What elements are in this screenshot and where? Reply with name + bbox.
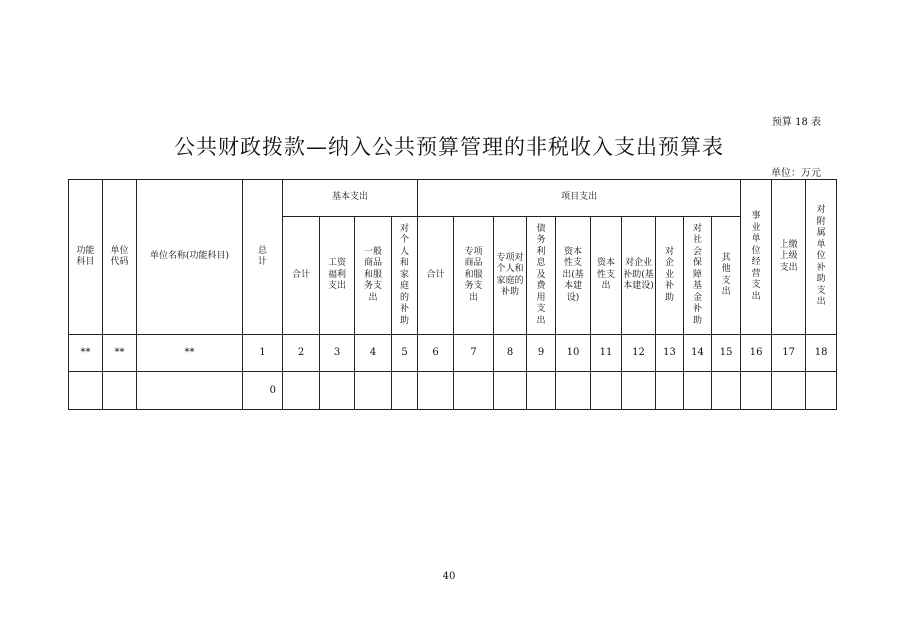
header-remit-upper: 上缴上级支出 — [772, 180, 806, 335]
index-cell: ** — [103, 335, 137, 372]
index-cell: 3 — [320, 335, 355, 372]
header-unit-name: 单位名称(功能科目) — [137, 180, 243, 335]
header-project-total: 合计 — [418, 217, 454, 335]
unit-label: 单位：万元 — [771, 168, 821, 179]
header-basic-expenditure: 基本支出 — [283, 180, 418, 217]
data-cell — [355, 372, 392, 410]
header-social-security: 对社会保障基金补助 — [684, 217, 712, 335]
data-cell — [69, 372, 103, 410]
index-cell: ** — [69, 335, 103, 372]
page-number: 40 — [442, 571, 456, 582]
index-cell: 16 — [741, 335, 772, 372]
header-capital-construction: 资本性支出(基本建设) — [556, 217, 591, 335]
header-special-goods: 专项商品和服务支出 — [454, 217, 494, 335]
header-persons-subsidy: 对个人和家庭的补助 — [392, 217, 418, 335]
index-cell: 10 — [556, 335, 591, 372]
index-cell: 14 — [684, 335, 712, 372]
index-cell: 8 — [494, 335, 527, 372]
table-number: 预算 18 表 — [771, 117, 821, 128]
index-cell: 7 — [454, 335, 494, 372]
data-cell — [772, 372, 806, 410]
data-cell — [591, 372, 622, 410]
index-cell: 12 — [622, 335, 656, 372]
data-cell — [556, 372, 591, 410]
data-cell — [656, 372, 684, 410]
page-title: 公共财政拨款—纳入公共预算管理的非税收入支出预算表 — [174, 135, 724, 159]
header-unit-code: 单位代码 — [103, 180, 137, 335]
index-cell: 11 — [591, 335, 622, 372]
index-cell: 13 — [656, 335, 684, 372]
index-cell: 6 — [418, 335, 454, 372]
header-func-subject: 功能科目 — [69, 180, 103, 335]
header-other: 其他支出 — [712, 217, 741, 335]
header-basic-total: 合计 — [283, 217, 320, 335]
data-cell — [283, 372, 320, 410]
header-business-operation: 事业单位经营支出 — [741, 180, 772, 335]
index-row — [69, 335, 837, 372]
data-cell — [806, 372, 837, 410]
data-cell — [320, 372, 355, 410]
header-project-expenditure: 项目支出 — [418, 180, 741, 217]
data-cell — [684, 372, 712, 410]
data-row — [69, 372, 837, 410]
header-capital: 资本性支出 — [591, 217, 622, 335]
header-total: 总计 — [243, 180, 283, 335]
index-cell: 9 — [527, 335, 556, 372]
index-cell: 17 — [772, 335, 806, 372]
data-cell — [741, 372, 772, 410]
index-cell: 4 — [355, 335, 392, 372]
header-general-goods: 一般商品和服务支出 — [355, 217, 392, 335]
data-cell — [418, 372, 454, 410]
header-enterprise-subsidy: 对企业补助 — [656, 217, 684, 335]
budget-table — [68, 179, 837, 410]
data-cell — [712, 372, 741, 410]
data-cell — [392, 372, 418, 410]
data-cell — [137, 372, 243, 410]
index-cell: 15 — [712, 335, 741, 372]
data-cell — [103, 372, 137, 410]
index-cell: 2 — [283, 335, 320, 372]
index-cell: ** — [137, 335, 243, 372]
data-cell — [454, 372, 494, 410]
header-affiliated-subsidy: 对附属单位补助支出 — [806, 180, 837, 335]
index-cell: 18 — [806, 335, 837, 372]
data-cell — [494, 372, 527, 410]
data-cell-total: 0 — [243, 372, 283, 410]
header-debt-interest: 债务利息及费用支出 — [527, 217, 556, 335]
index-cell: 1 — [243, 335, 283, 372]
index-cell: 5 — [392, 335, 418, 372]
data-cell — [622, 372, 656, 410]
data-cell — [527, 372, 556, 410]
header-salary-welfare: 工资福利支出 — [320, 217, 355, 335]
header-enterprise-subsidy-construction: 对企业补助(基本建设) — [622, 217, 656, 335]
header-project-persons: 专项对个人和家庭的补助 — [494, 217, 527, 335]
